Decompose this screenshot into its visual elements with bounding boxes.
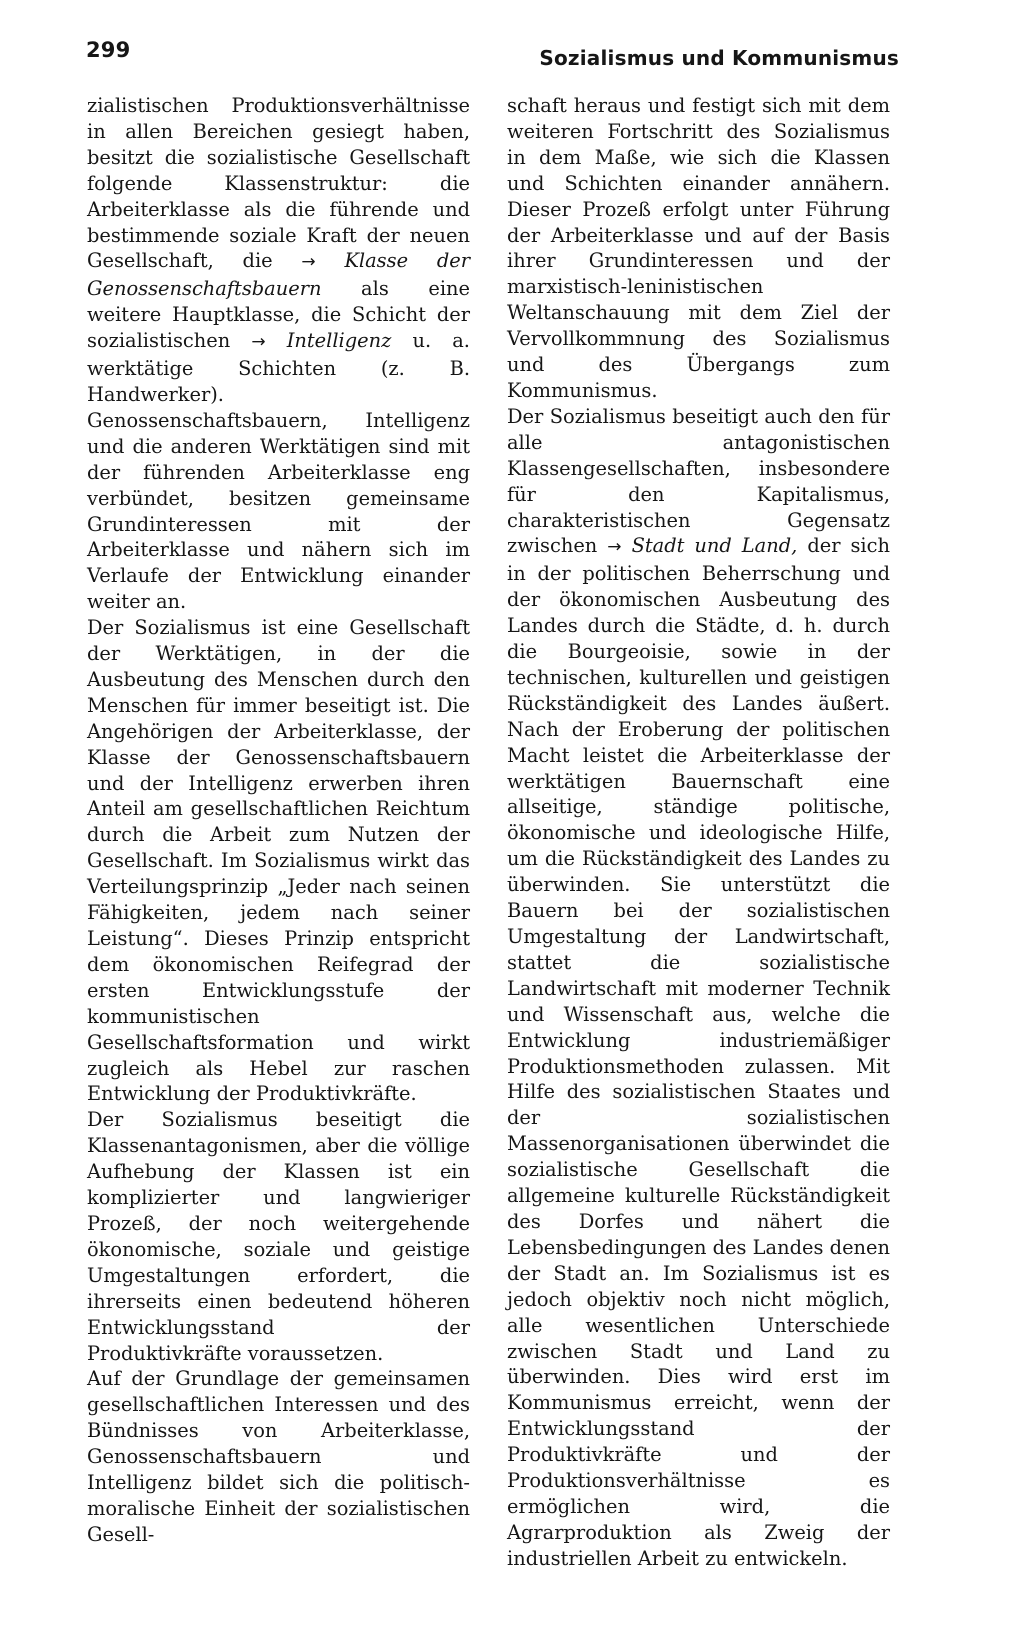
paragraph-text: der sich in der politischen Beherrschung und der ökonomischen Ausbeutung des Landes durch die Städte, d. h. durch die Bourgeoisie, sowie in der technischen, kulturellen und geistigen Rückständigkeit des Landes äußert. Nach der Eroberung der politischen Macht leistet die Arbeiterklasse der werktätigen Bauernschaft eine allseitige, ständige politische, ökonomische und ideologische Hilfe, um die Rückständigkeit des Landes zu überwinden. Sie unterstützt die Bauern bei der sozialistischen Umgestaltung der Landwirtschaft, stattet die sozialistische Landwirtschaft mit moderner Technik und Wissenschaft aus, welche die Entwicklung industriemäßiger Produktionsmethoden zulassen. Mit Hilfe des sozialistischen Staates und der sozialistischen Massenorganisationen überwindet die sozialistische Gesellschaft die allgemeine kulturelle Rückständigkeit des Dorfes und nähert die Lebensbedingungen des Landes denen der Stadt an. Im Sozialismus ist es jedoch objektiv noch nicht möglich, alle wesentlichen Unterschiede zwischen Stadt und Land zu überwinden. Dies wird erst im Kommunismus erreicht, wenn der Entwicklungsstand der Produktivkräfte und der Produktionsverhältnisse es ermöglichen wird, die Agrarproduktion als Zweig der industriellen Arbeit zu entwickeln. — [507, 534, 890, 1570]
paragraph-society-of-workers: Der Sozialismus ist eine Gesellschaft der Werktätigen, in der die Ausbeutung des Menschen durch den Menschen für immer beseitigt ist. Die Angehörigen der Arbeiterklasse, der Klasse der Genossenschaftsbauern und der Intelligenz erwerben ihren Anteil am gesellschaftlichen Reichtum durch die Arbeit zum Nutzen der Gesellschaft. Im Sozialismus wirkt das Verteilungsprinzip „Jeder nach seinen Fähigkeiten, jedem nach seiner Leistung“. Dieses Prinzip entspricht dem ökonomischen Reifegrad der ersten Entwicklungsstufe der kommunistischen Gesellschaftsformation und wirkt zugleich als Hebel zur raschen Entwicklung der Produktivkräfte. — [87, 616, 470, 1106]
paragraph-text: Der Sozialismus beseitigt auch den für alle antagonistischen Klassengesellschaften, insbesondere für den Kapitalismus, charakteristischen Gegensatz zwischen — [507, 404, 890, 558]
cross-reference-arrow-icon: → — [301, 252, 316, 273]
cross-reference-stadt-und-land: Stadt und Land, — [631, 534, 798, 558]
paragraph-town-and-country — [507, 404, 890, 1572]
paragraph-text: u. a. werktätige Schichten (z. B. Handwerker). Genossenschaftsbauern, Intelligenz und die anderen Werktätigen sind mit der führenden Arbeiterklasse eng verbündet, besitzen gemeinsame Grundinteressen mit der Arbeiterklasse und nähern sich im Verlaufe der Entwicklung einander weiter an. — [87, 329, 470, 614]
page-number: 299 — [86, 38, 131, 62]
running-title: Sozialismus und Kommunismus — [539, 46, 899, 70]
paragraph-continuation: schaft heraus und festigt sich mit dem weiteren Fortschritt des Sozialismus in dem Maße, wie sich die Klassen und Schichten einander annähern. Dieser Prozeß erfolgt unter Führung der Arbeiterklasse und auf der Basis ihrer Grundinteressen und der marxistisch-leninistischen Weltanschauung mit dem Ziel der Vervollkommnung des Sozialismus und des Übergangs zum Kommunismus. — [507, 94, 890, 402]
cross-reference-arrow-icon: → — [607, 537, 622, 558]
cross-reference-intelligenz: Intelligenz — [286, 329, 392, 353]
paragraph-class-structure — [87, 93, 470, 615]
left-column — [87, 93, 470, 1548]
paragraph-class-antagonisms: Der Sozialismus beseitigt die Klassenantagonismen, aber die völlige Aufhebung der Klassen ist ein komplizierter und langwieriger Prozeß, der noch weitergehende ökonomische, soziale und geistige Umgestaltungen erfordert, die ihrerseits einen bedeutend höheren Entwicklungsstand der Produktivkräfte voraussetzen. — [87, 1108, 470, 1365]
paragraph-text: als eine weitere Hauptklasse, die Schicht der sozialistischen — [87, 277, 470, 353]
cross-reference-arrow-icon: → — [251, 332, 266, 353]
cross-reference-genossenschaftsbauern: Klasse der Genossenschaftsbauern — [87, 249, 470, 301]
paragraph-moral-political-unity: Auf der Grundlage der gemeinsamen gesellschaftlichen Interessen und des Bündnisses von Arbeiterklasse, Genossenschaftsbauern und Intelligenz bildet sich die politisch-moralische Einheit der sozialistischen Gesell- — [87, 1367, 470, 1546]
paragraph-text: zialistischen Produktionsverhältnisse in allen Bereichen gesiegt haben, besitzt die sozialistische Gesellschaft folgende Klassenstruktur: die Arbeiterklasse als die führende und bestimmende soziale Kraft der neuen Gesellschaft, die — [87, 94, 470, 273]
right-column — [507, 93, 890, 1572]
